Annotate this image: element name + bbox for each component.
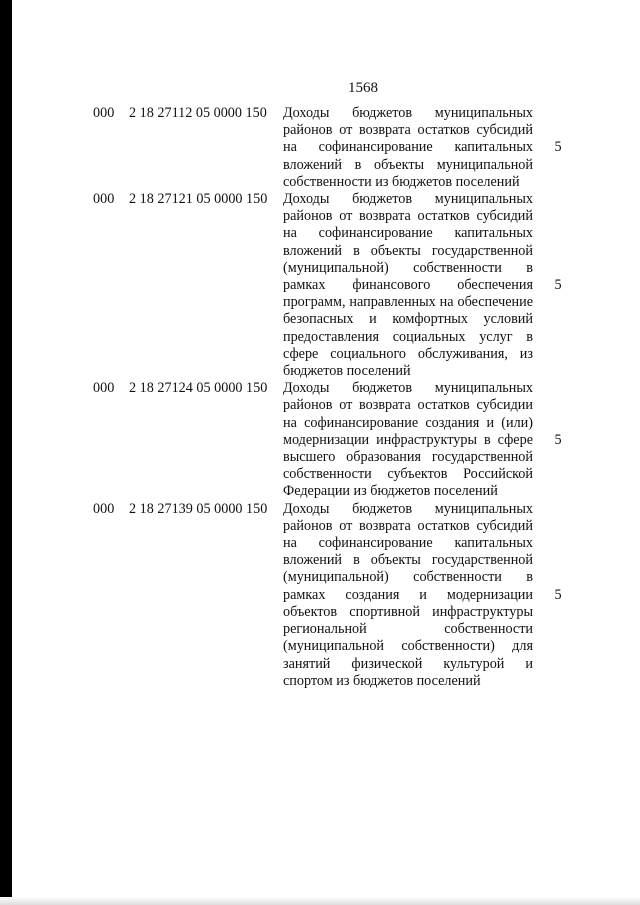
description-line: предоставления социальных услуг в	[283, 328, 533, 345]
description-line: Доходы бюджетов муниципальных	[283, 380, 533, 397]
description-line: Федерации из бюджетов поселений	[283, 483, 498, 500]
description-line: на софинансирование капитальных	[283, 139, 533, 156]
budget-code-cell: 2 18 27124 05 0000 150	[129, 380, 268, 397]
description-line: бюджетов поселений	[283, 363, 411, 380]
table-row	[93, 501, 593, 690]
description-cell	[283, 105, 533, 191]
description-line: модернизации инфраструктуры в сфере	[283, 431, 533, 448]
description-line: собственности из бюджетов поселений	[283, 173, 520, 190]
description-line: Доходы бюджетов муниципальных	[283, 105, 533, 121]
description-line: вложений в объекты муниципальной	[283, 156, 533, 173]
description-line: (муниципальной собственности) для	[283, 638, 533, 655]
admin-code-cell: 000	[93, 380, 115, 397]
value-cell: 5	[554, 431, 562, 448]
description-line: высшего образования государственной	[283, 449, 533, 466]
page-number: 1568	[348, 80, 378, 96]
description-line: занятий физической культурой и	[283, 655, 533, 672]
description-line: на софинансирование капитальных	[283, 225, 533, 242]
description-line: региональной собственности	[283, 621, 533, 638]
admin-code-cell: 000	[93, 105, 115, 121]
scan-edge	[0, 0, 12, 905]
description-cell	[283, 191, 533, 380]
description-line: спортом из бюджетов поселений	[283, 672, 481, 689]
description-line: Доходы бюджетов муниципальных	[283, 500, 533, 517]
description-line: районов от возврата остатков субсидий	[283, 208, 533, 225]
description-line: на софинансирование капитальных	[283, 535, 533, 552]
value-cell: 5	[554, 586, 562, 603]
table-row	[93, 380, 593, 500]
description-line: на софинансирование создания и (или)	[283, 414, 533, 431]
description-line: рамках создания и модернизации	[283, 586, 533, 603]
scan-bottom-edge	[0, 897, 640, 905]
description-line: безопасных и комфортных условий	[283, 311, 533, 328]
admin-code-cell: 000	[93, 191, 115, 208]
description-line: районов от возврата остатков субсидий	[283, 517, 533, 534]
admin-code-cell: 000	[93, 500, 115, 517]
description-line: районов от возврата остатков субсидии	[283, 397, 533, 414]
description-line: объектов спортивной инфраструктуры	[283, 603, 533, 620]
description-line: рамках финансового обеспечения	[283, 277, 533, 294]
table-row	[93, 191, 593, 380]
value-cell: 5	[554, 277, 562, 294]
description-line: районов от возврата остатков субсидий	[283, 122, 533, 139]
description-cell	[283, 380, 533, 500]
value-cell: 5	[554, 139, 562, 156]
description-line: Доходы бюджетов муниципальных	[283, 191, 533, 208]
budget-code-cell: 2 18 27121 05 0000 150	[129, 191, 268, 208]
budget-codes-table	[93, 105, 593, 690]
budget-code-cell: 2 18 27139 05 0000 150	[129, 500, 268, 517]
description-line: собственности субъектов Российской	[283, 466, 533, 483]
description-line: программ, направленных на обеспечение	[283, 294, 533, 311]
description-line: (муниципальной) собственности в	[283, 569, 533, 586]
description-line: вложений в объекты государственной	[283, 242, 533, 259]
description-cell	[283, 501, 533, 690]
description-line: вложений в объекты государственной	[283, 552, 533, 569]
budget-code-cell: 2 18 27112 05 0000 150	[129, 105, 267, 121]
table-row	[93, 105, 593, 191]
description-line: сфере социального обслуживания, из	[283, 345, 533, 362]
description-line: (муниципальной) собственности в	[283, 259, 533, 276]
